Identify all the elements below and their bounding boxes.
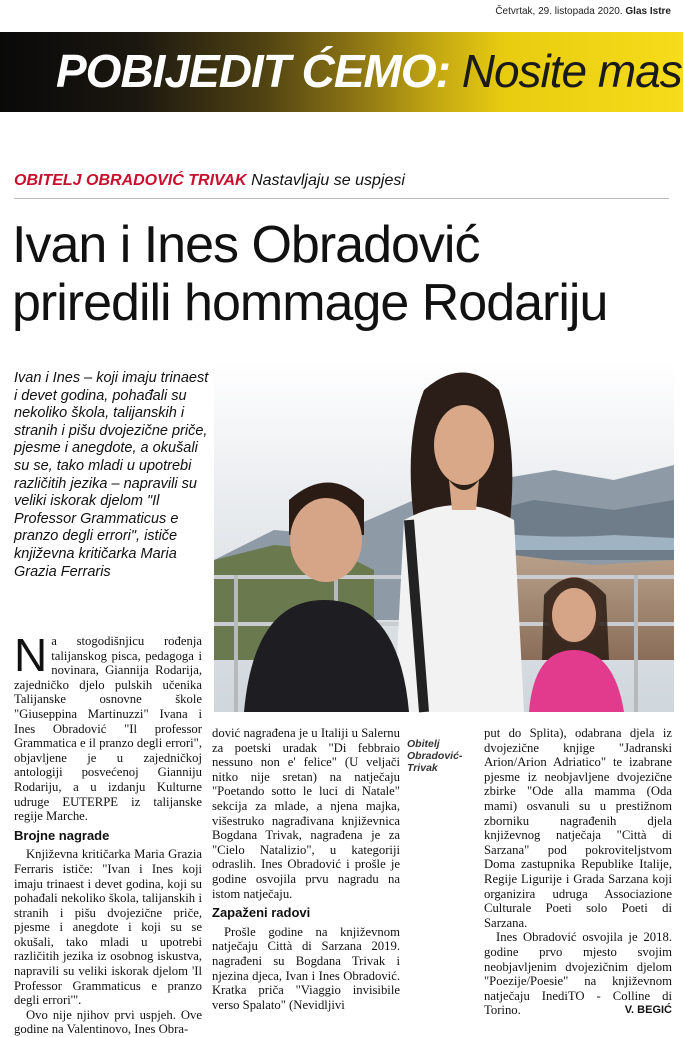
family-photo — [214, 360, 674, 712]
family-photo-illustration — [214, 360, 674, 712]
paragraph-salerno: dović nagrađena je u Italiji u Salernu za poetski uradak "Di febbraio nessuno non e' felice" (U veljači nitko nije sretan) na natječaju "Poetando sotto le luci di Natale" sekcija za mlade, a njena majka, višestruko nagrađivana književnica Bogdana Trivak, nagrađena je za "Cielo Natalizio", u kategoriji odraslih. Ines Obradović i prošle je godine osvojila prvu nagradu na istom natječaju. — [212, 726, 400, 901]
paragraph-intro-text: a stogodišnjicu rođenja talijanskog pisca, pedagoga i novinara, Giannija Rodarija, zajedničko djelo pulskih učenika Talijanske osnovne škole "Giuseppina Martinuzzi" Ivana i Ines Obradović "Il professor Grammatica e il pranzo degli errori", objavljene je u zajedničkoj antologiji posvećenoj Gianniju Rodariju, a u izdanju Kulturne udruge EUTERPE iz talijanske regije Marche. — [14, 634, 202, 824]
lead-paragraph: Ivan i Ines – koji imaju trinaest i devet godina, pohađali su nekoliko škola, talijanskih i stranih i pišu dvojezične priče, pjesme i anegdote, a okušali su se, tako mladi u upotrebi različitih jezika – napravili su veliki iskorak djelom "Il Professor Grammaticus e pranzo degli errori", ističe književna kritičarka Maria Grazia Ferraris — [14, 370, 209, 580]
author-signature: V. BEGIĆ — [624, 1004, 672, 1017]
paragraph-critic: Književna kritičarka Maria Grazia Ferraris ističe: "Ivan i Ines koji imaju trinaest i devet godina, koji su pohađali nekoliko škola, talijanskih i stranih i pišu dvojezične priče, pjesme i anegdote i koji su se okušali, tako mladi u upotrebi različitih jezika iz osobnog iskustva, napravili su veliki iskorak djelom 'Il Professor Grammaticus e pranzo degli errori'". — [14, 847, 202, 1008]
paragraph-sarzana: Prošle godine na književnom natječaju Città di Sarzana 2019. nagrađeni su Bogdana Trivak i njezina djeca, Ivan i Ines Obradović. Kratka priča "Viaggio invisibile verso Spalato" (Nevidljivi — [212, 924, 400, 1012]
paragraph-first-success: Ovo nije njihov prvi uspjeh. Ove godine na Valentinovo, Ines Obra- — [14, 1007, 202, 1037]
drop-cap: N — [14, 629, 48, 681]
issue-date: Četvrtak, 29. listopada 2020. — [495, 6, 623, 17]
newspaper-name: Glas Istre — [625, 6, 671, 17]
kicker — [14, 172, 405, 190]
banner-rest: Nosite mas — [449, 45, 682, 97]
paragraph-split: put do Splita), odabrana djela iz dvojezične knjige "Jadranski Arion/Arion Adriatico" te izabrane pjesme iz neobjavljene dvojezične zbirke "Ode alla mamma (Oda mami) osvanuli su u prestižnom zborniku nagrađenih djela književnog natječaja "Città di Sarzana" pod pokroviteljstvom Doma zastupnika Republike Italije, Regije Ligurije i Grada Sarzana koji organizira udruga Associazione Culturale Poeti solo Poeti di Sarzana. — [484, 726, 672, 930]
kicker-rule — [14, 198, 669, 199]
paragraph-poezije-text: Ines Obradović osvojila je 2018. godine prvo mjesto svojim neobjavljenim dvojezičnim djelom "Poezije/Poesie" na književnom natječaju InediTO - Colline di Torino. — [484, 930, 672, 1018]
article-column-2 — [212, 726, 400, 1012]
subheading-brojne-nagrade: Brojne nagrade — [14, 827, 110, 843]
headline-line-2: priredili hommage Rodariju — [12, 274, 608, 332]
photo-caption: Obitelj Obradović-Trivak — [407, 738, 463, 774]
kicker-section: OBITELJ OBRADOVIĆ TRIVAK — [14, 172, 247, 189]
headline-line-1: Ivan i Ines Obradović — [12, 216, 480, 274]
headline — [12, 216, 607, 332]
article-column-3 — [484, 726, 672, 1018]
banner-strong: POBIJEDIT ĆEMO: — [56, 45, 450, 97]
subheading-zapazeni-radovi: Zapaženi radovi — [212, 905, 311, 921]
kicker-subtitle: Nastavljaju se uspjesi — [251, 172, 405, 189]
article-column-1 — [14, 629, 202, 1037]
banner-text — [56, 44, 682, 98]
paragraph-poezije — [484, 930, 672, 1018]
banner — [0, 32, 683, 112]
paragraph-intro — [14, 629, 202, 824]
page-header — [495, 6, 671, 17]
